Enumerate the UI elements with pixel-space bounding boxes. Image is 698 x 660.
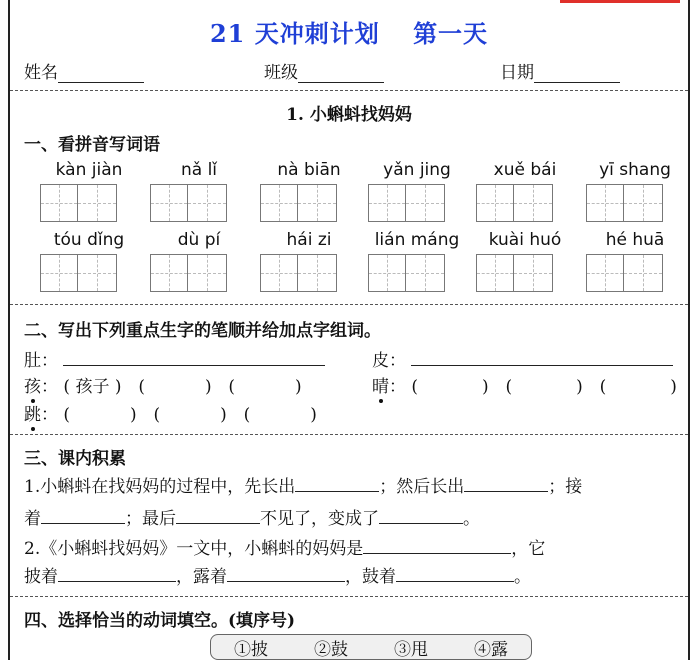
divider bbox=[10, 304, 688, 305]
pinyin: hái zi bbox=[286, 230, 332, 250]
fill-blank[interactable] bbox=[176, 507, 260, 524]
fill-blank[interactable] bbox=[295, 475, 379, 492]
pi-stroke-blank[interactable] bbox=[411, 349, 673, 366]
pinyin: dù pí bbox=[177, 230, 221, 250]
lesson-title: 1. 小蝌蚪找妈妈 bbox=[286, 105, 412, 125]
tianzige-box[interactable] bbox=[368, 254, 446, 294]
section3-line1: 1.小蝌蚪在找妈妈的过程中，先长出 ；然后长出 ；接 bbox=[24, 477, 583, 497]
section1-heading: 一、看拼音写词语 bbox=[24, 135, 160, 155]
section3-line2: 着 ；最后 不见了，变成了 。 bbox=[24, 509, 480, 529]
section2-heading: 二、写出下列重点生字的笔顺并给加点字组词。 bbox=[24, 321, 381, 341]
fill-blank[interactable] bbox=[464, 475, 548, 492]
tianzige-box[interactable] bbox=[476, 184, 554, 224]
tianzige-row-2 bbox=[10, 254, 688, 296]
title-day: 第一天 bbox=[413, 19, 489, 48]
name-label: 姓名 bbox=[24, 63, 58, 83]
title-main: 21 天冲刺计划 bbox=[209, 19, 380, 48]
name-field[interactable] bbox=[24, 58, 144, 83]
tianzige-box[interactable] bbox=[40, 184, 118, 224]
char-hai: 孩 bbox=[24, 372, 41, 397]
tianzige-row-1 bbox=[10, 184, 688, 226]
student-info-row bbox=[24, 58, 674, 84]
date-field[interactable] bbox=[500, 58, 620, 83]
divider bbox=[10, 434, 688, 435]
pinyin: yǎn jing bbox=[383, 160, 451, 180]
option-2: ②鼓 bbox=[314, 639, 348, 660]
char-du: 肚 bbox=[24, 351, 41, 371]
char-tiao: 跳 bbox=[24, 400, 41, 425]
fill-blank[interactable] bbox=[363, 537, 511, 554]
date-label: 日期 bbox=[500, 63, 534, 83]
pinyin: kàn jiàn bbox=[55, 160, 123, 180]
pinyin: xuě bái bbox=[493, 160, 557, 180]
divider bbox=[10, 90, 688, 91]
stroke-order-pi: 皮： bbox=[372, 346, 673, 371]
pinyin: tóu dǐng bbox=[53, 230, 125, 250]
option-4: ④露 bbox=[474, 639, 508, 660]
fill-blank[interactable] bbox=[379, 507, 463, 524]
tianzige-box[interactable] bbox=[476, 254, 554, 294]
verb-options-box bbox=[210, 634, 532, 660]
fill-blank[interactable] bbox=[41, 507, 125, 524]
date-blank[interactable] bbox=[534, 64, 620, 83]
tianzige-box[interactable] bbox=[260, 184, 338, 224]
pinyin: lián máng bbox=[374, 230, 460, 250]
tianzige-box[interactable] bbox=[150, 254, 228, 294]
section3-line3: 2.《小蝌蚪找妈妈》一文中，小蝌蚪的妈妈是 ，它 bbox=[24, 539, 546, 559]
section3-line4: 披着 ，露着 ，鼓着 。 bbox=[24, 567, 531, 587]
option-3: ③甩 bbox=[394, 639, 428, 660]
section4-heading: 四、选择恰当的动词填空。(填序号) bbox=[24, 611, 296, 631]
pinyin-row-2 bbox=[10, 230, 688, 254]
char-qing: 晴 bbox=[372, 372, 389, 397]
stroke-order-du: 肚： bbox=[24, 346, 325, 371]
class-field[interactable] bbox=[264, 58, 384, 83]
fill-blank[interactable] bbox=[58, 565, 176, 582]
pinyin: hé huā bbox=[605, 230, 665, 250]
divider bbox=[10, 596, 688, 597]
tianzige-box[interactable] bbox=[586, 184, 664, 224]
pinyin: nà biān bbox=[277, 160, 341, 180]
char-pi: 皮 bbox=[372, 351, 389, 371]
fill-blank[interactable] bbox=[227, 565, 345, 582]
tianzige-box[interactable] bbox=[368, 184, 446, 224]
pinyin: nǎ lǐ bbox=[180, 160, 218, 180]
pinyin-row-1 bbox=[10, 160, 688, 184]
hai-example-word: 孩子 bbox=[75, 377, 110, 397]
class-label: 班级 bbox=[264, 63, 298, 83]
pinyin: yī shang bbox=[599, 160, 671, 180]
word-hai: 孩： ( 孩子 ) ( ) ( ) bbox=[24, 372, 302, 397]
red-accent-bar bbox=[560, 0, 680, 3]
page-title bbox=[10, 14, 688, 49]
name-blank[interactable] bbox=[58, 64, 144, 83]
tianzige-box[interactable] bbox=[586, 254, 664, 294]
tianzige-box[interactable] bbox=[260, 254, 338, 294]
option-1: ①披 bbox=[234, 639, 268, 660]
section3-heading: 三、课内积累 bbox=[24, 449, 126, 469]
word-tiao: 跳： ( ) ( ) ( ) bbox=[24, 400, 317, 425]
class-blank[interactable] bbox=[298, 64, 384, 83]
tianzige-box[interactable] bbox=[40, 254, 118, 294]
worksheet bbox=[8, 0, 690, 660]
word-qing: 晴： ( ) ( ) ( ) bbox=[372, 372, 677, 397]
tianzige-box[interactable] bbox=[150, 184, 228, 224]
pinyin: kuài huó bbox=[488, 230, 562, 250]
du-stroke-blank[interactable] bbox=[63, 349, 325, 366]
fill-blank[interactable] bbox=[396, 565, 514, 582]
